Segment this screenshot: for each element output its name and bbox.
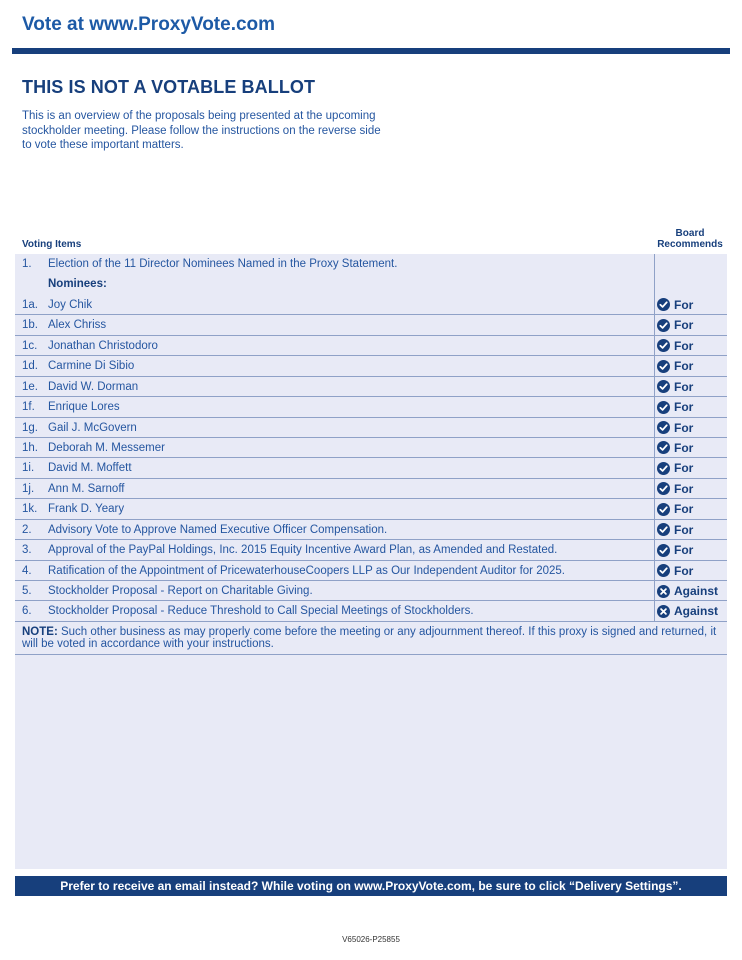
table-row	[15, 499, 727, 519]
recommendation	[657, 421, 693, 435]
recommendation	[657, 380, 693, 394]
item-text: Joy Chik	[48, 298, 93, 311]
item-number: 1k.	[22, 503, 38, 516]
table-row	[15, 520, 727, 540]
table-row	[15, 418, 727, 438]
recommendation-label: For	[674, 297, 694, 312]
recommendation	[657, 339, 693, 353]
item-text: Election of the 11 Director Nominees Named in the Proxy Statement.	[48, 258, 398, 270]
nominees-label: Nominees:	[48, 278, 107, 291]
recommendation-label: Against	[674, 584, 719, 598]
recommendation	[657, 564, 693, 578]
header-rule	[12, 48, 730, 54]
check-circle-icon	[657, 482, 670, 495]
voting-items-header: Voting Items	[22, 239, 82, 250]
note	[15, 624, 727, 655]
check-circle-icon	[657, 462, 670, 475]
item-number: 1a.	[22, 298, 38, 311]
table-row	[15, 581, 727, 601]
recommendation-label: For	[674, 420, 694, 435]
note-text: Such other business as may properly come before the meeting or any adjournment thereof. If this proxy is signed and returned, it will be voted in accordance with your instructions.	[22, 626, 717, 650]
document-code: V65026-P25855	[342, 935, 400, 944]
footer-banner: Prefer to receive an email instead? While voting on www.ProxyVote.com, be sure to click “Delivery Settings”.	[15, 876, 727, 896]
table-row	[15, 601, 727, 621]
recommendation	[657, 441, 693, 455]
recommendation	[657, 318, 693, 332]
table-row	[15, 540, 727, 560]
recommendation-label: For	[674, 502, 694, 517]
recommendation-label: For	[674, 481, 694, 496]
item-number: 1e.	[22, 380, 38, 393]
table-row	[15, 356, 727, 376]
item-number: 1b.	[22, 319, 38, 332]
x-circle-icon	[657, 585, 670, 598]
recommendation-label: For	[674, 318, 694, 333]
table-row	[15, 315, 727, 335]
board-header-line2: Recommends	[657, 239, 723, 250]
check-circle-icon	[657, 523, 670, 536]
intro-text: This is an overview of the proposals being presented at the upcoming stockholder meeting. Please follow the instructions on the reverse side to vote these important matters.	[22, 110, 381, 151]
check-circle-icon	[657, 401, 670, 414]
check-circle-icon	[657, 380, 670, 393]
board-header-line1: Board	[675, 228, 705, 239]
table-row	[15, 336, 727, 356]
recommendation-label: Against	[674, 604, 719, 619]
item-text: Alex Chriss	[48, 319, 107, 332]
item-number: 1.	[22, 258, 32, 270]
item-text: Stockholder Proposal - Reduce Threshold to Call Special Meetings of Stockholders.	[48, 605, 474, 618]
x-circle-icon	[657, 605, 670, 618]
recommendation-label: For	[674, 338, 694, 353]
item-number: 4.	[22, 564, 32, 577]
note-label: NOTE:	[22, 626, 58, 638]
page-title: THIS IS NOT A VOTABLE BALLOT	[22, 77, 316, 97]
check-circle-icon	[657, 441, 670, 454]
check-circle-icon	[657, 421, 670, 434]
item-text: Frank D. Yeary	[48, 503, 125, 516]
table-row	[15, 377, 727, 397]
item-text: Jonathan Christodoro	[48, 339, 158, 352]
board-recommends-header	[654, 228, 726, 250]
table-row	[15, 458, 727, 478]
item-text: Advisory Vote to Approve Named Executive Officer Compensation.	[48, 523, 388, 536]
table-row	[15, 561, 727, 581]
recommendation	[657, 543, 693, 557]
table-row	[15, 274, 727, 294]
item-text: Stockholder Proposal - Report on Charitable Giving.	[48, 585, 313, 597]
check-circle-icon	[657, 564, 670, 577]
item-number: 1f.	[22, 401, 35, 414]
recommendation	[657, 584, 718, 598]
recommendation	[657, 400, 693, 414]
table-row	[15, 295, 727, 315]
recommendation-label: For	[674, 563, 694, 578]
item-text: Approval of the PayPal Holdings, Inc. 2015 Equity Incentive Award Plan, as Amended and Restated.	[48, 544, 558, 557]
item-number: 6.	[22, 605, 32, 618]
recommendation	[657, 604, 718, 618]
table-row	[15, 438, 727, 458]
item-text: Ann M. Sarnoff	[48, 482, 125, 495]
voting-items-table	[15, 254, 727, 622]
check-circle-icon	[657, 319, 670, 332]
item-text: Gail J. McGovern	[48, 421, 137, 434]
check-circle-icon	[657, 544, 670, 557]
item-text: Deborah M. Messemer	[48, 441, 165, 454]
table-row	[15, 397, 727, 417]
item-number: 1h.	[22, 441, 38, 454]
item-number: 3.	[22, 544, 32, 557]
recommendation	[657, 461, 693, 475]
item-number: 2.	[22, 523, 32, 536]
item-number: 1d.	[22, 360, 38, 373]
item-text: David M. Moffett	[48, 462, 132, 475]
recommendation-label: For	[674, 379, 694, 394]
header-title: Vote at www.ProxyVote.com	[22, 14, 276, 35]
item-text: Ratification of the Appointment of PricewaterhouseCoopers LLP as Our Independent Auditor for 2025.	[48, 564, 565, 577]
item-number: 1c.	[22, 339, 38, 352]
recommendation-label: For	[674, 461, 694, 476]
recommendation-label: For	[674, 543, 694, 558]
table-row	[15, 254, 727, 274]
recommendation	[657, 482, 693, 496]
recommendation-label: For	[674, 359, 694, 374]
recommendation-label: For	[674, 440, 694, 455]
check-circle-icon	[657, 503, 670, 516]
recommendation	[657, 523, 693, 537]
item-number: 1g.	[22, 421, 38, 434]
table-row	[15, 479, 727, 499]
check-circle-icon	[657, 360, 670, 373]
check-circle-icon	[657, 298, 670, 311]
item-number: 1i.	[22, 462, 35, 475]
item-text: Enrique Lores	[48, 401, 120, 414]
check-circle-icon	[657, 339, 670, 352]
recommendation	[657, 359, 693, 373]
recommendation-label: For	[674, 522, 694, 537]
item-text: Carmine Di Sibio	[48, 360, 135, 373]
recommendation	[657, 502, 693, 516]
item-number: 5.	[22, 585, 32, 597]
item-text: David W. Dorman	[48, 380, 139, 393]
recommendation-label: For	[674, 400, 694, 415]
item-number: 1j.	[22, 482, 35, 495]
recommendation	[657, 298, 693, 312]
